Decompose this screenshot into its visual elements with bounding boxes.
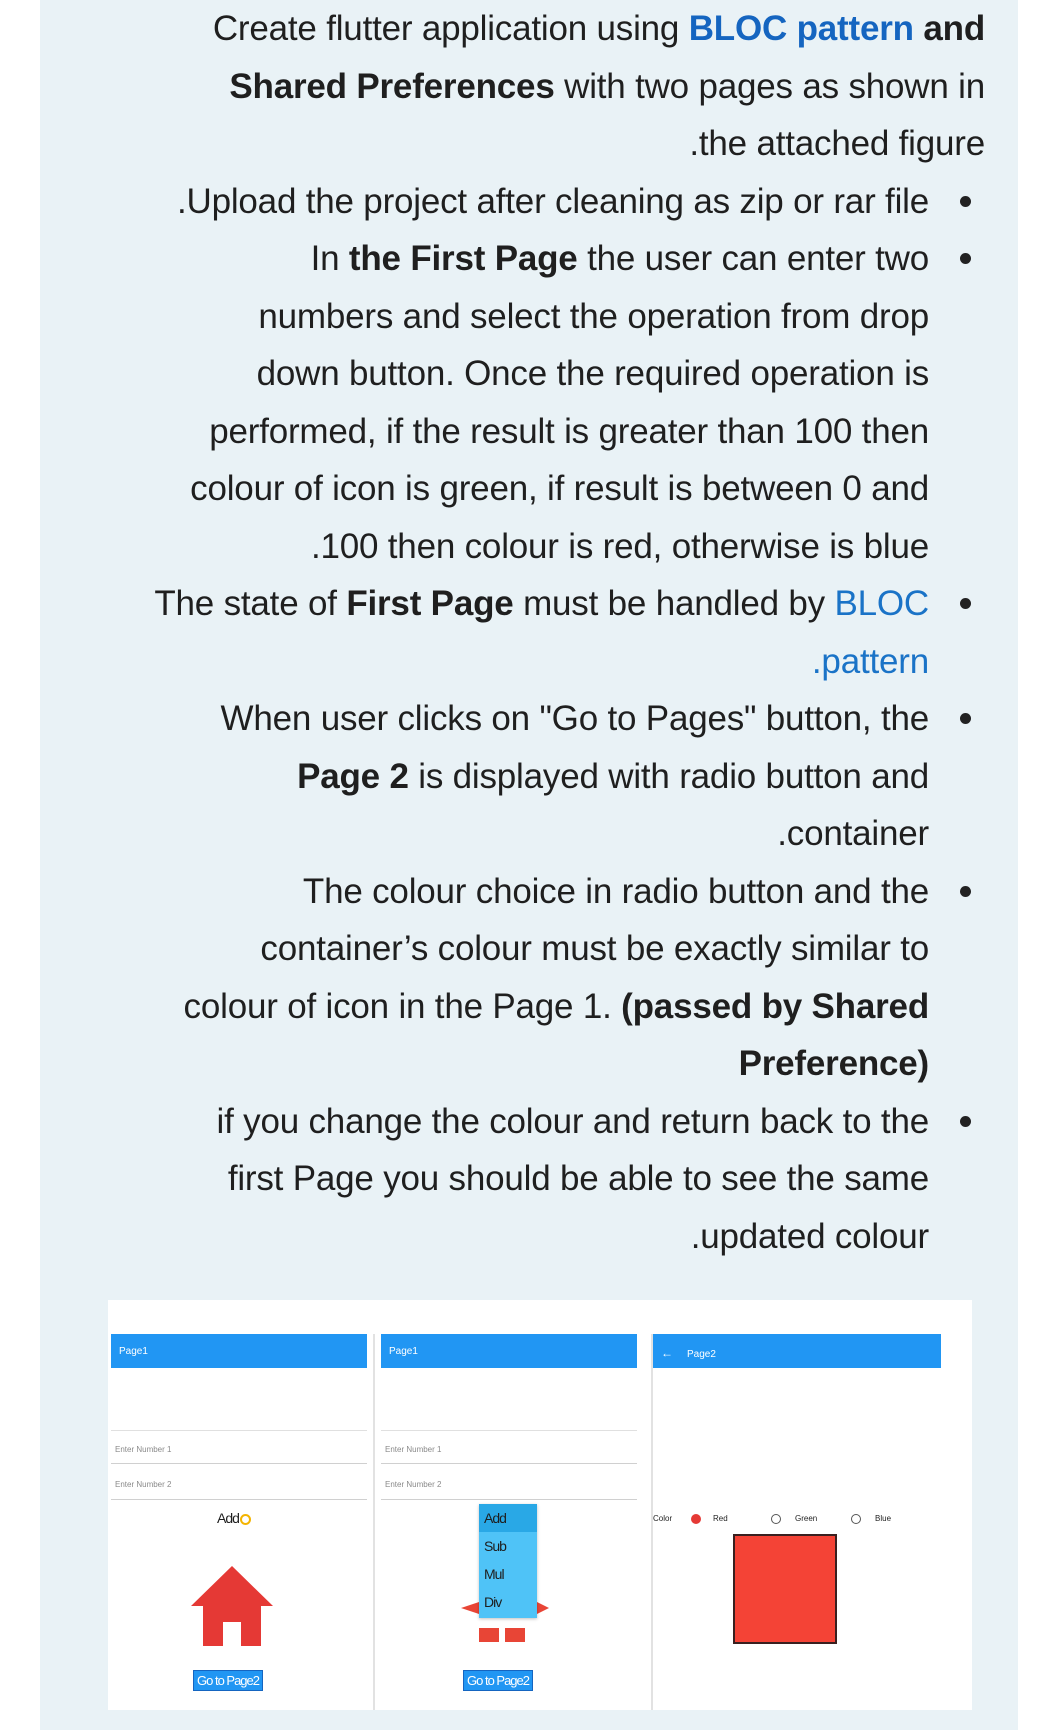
- color-container: [733, 1534, 837, 1644]
- bullet-item: [85, 173, 985, 231]
- bullet-text: .100 then colour is red, otherwise is blue: [310, 526, 929, 566]
- bullet-text: In: [310, 239, 349, 278]
- bullet-text: down button. Once the required operation is: [256, 354, 929, 393]
- bloc-link: .pattern: [811, 641, 929, 681]
- app-bar: [111, 1334, 367, 1368]
- bullet-dot: [960, 598, 971, 609]
- app-bar: [381, 1334, 637, 1368]
- number1-placeholder: Enter Number 1: [115, 1445, 172, 1454]
- bullet-text: performed, if the result is greater than 100 then: [209, 411, 929, 451]
- intro-and: and: [913, 9, 985, 48]
- app-bar-title: Page1: [389, 1346, 418, 1357]
- home-icon-edge: [537, 1602, 549, 1614]
- bullet-item: [85, 1093, 985, 1266]
- bullet-bold-text: Page 2: [297, 756, 409, 796]
- instructions-text: [85, 0, 985, 1265]
- radio-green[interactable]: [771, 1514, 781, 1524]
- bullet-text: must be handled by: [513, 584, 835, 623]
- home-icon: [189, 1564, 275, 1648]
- go-to-page2-label: Go to Page2: [467, 1673, 529, 1688]
- bullet-text: .Upload the project after cleaning as zip or rar file: [176, 181, 929, 221]
- go-to-page2-label: Go to Page2: [197, 1673, 259, 1688]
- bullet-item: [85, 230, 985, 575]
- number1-field[interactable]: [381, 1430, 637, 1464]
- bullet-bold-text: the First Page: [348, 239, 578, 278]
- radio-red[interactable]: [691, 1514, 701, 1524]
- bullet-item: [85, 575, 985, 690]
- bullet-text: container’s colour must be exactly similar to: [260, 929, 929, 968]
- divider: [373, 1334, 375, 1710]
- go-to-page2-button[interactable]: [463, 1670, 533, 1691]
- shared-preferences-text: Shared Preferences: [229, 66, 555, 106]
- home-icon-base: [479, 1628, 531, 1642]
- bullet-text: first Page you should be able to see the same: [227, 1159, 929, 1198]
- bullet-dot: [960, 713, 971, 724]
- bloc-link: BLOC: [834, 584, 929, 623]
- operation-value: Add: [217, 1510, 239, 1526]
- go-to-page2-button[interactable]: [193, 1670, 263, 1691]
- bullet-text: colour of icon in the Page 1.: [183, 986, 622, 1026]
- menu-item-add[interactable]: Add: [479, 1504, 537, 1532]
- number1-placeholder: Enter Number 1: [385, 1445, 442, 1454]
- bullet-dot: [960, 253, 971, 264]
- menu-item-sub[interactable]: Sub: [484, 1538, 506, 1554]
- bloc-pattern-link: BLOC pattern: [688, 9, 914, 48]
- bullet-item: [85, 863, 985, 1093]
- number1-field[interactable]: [111, 1430, 367, 1464]
- radio-red-label: Red: [713, 1514, 728, 1523]
- bullet-text: is displayed with radio button and: [408, 756, 929, 796]
- menu-item-mul[interactable]: Mul: [484, 1566, 504, 1582]
- screen-page2: [651, 1334, 941, 1710]
- intro-text: with two pages as shown in: [554, 66, 985, 106]
- bullet-dot: [960, 886, 971, 897]
- number2-field[interactable]: [111, 1466, 367, 1500]
- radio-group-label: Color: [653, 1514, 673, 1523]
- number2-placeholder: Enter Number 2: [115, 1480, 172, 1489]
- bullet-bold-text: First Page: [346, 584, 514, 623]
- bullet-text: The colour choice in radio button and the: [302, 871, 929, 911]
- app-bar: [653, 1334, 941, 1368]
- app-bar-title: Page2: [687, 1349, 716, 1360]
- number2-field[interactable]: [381, 1466, 637, 1500]
- bullet-dot: [960, 1116, 971, 1127]
- arrow-back-icon[interactable]: ←: [661, 1346, 673, 1360]
- bullet-text: The state of: [154, 584, 347, 623]
- color-radio-group: [653, 1512, 941, 1528]
- bullet-text: When user clicks on "Go to Pages" button, the: [220, 699, 929, 738]
- number2-placeholder: Enter Number 2: [385, 1480, 442, 1489]
- bullet-dot: [960, 196, 971, 207]
- bullet-text: numbers and select the operation from drop: [258, 296, 929, 336]
- operation-menu: [479, 1504, 537, 1618]
- bullet-text: the user can enter two: [577, 239, 929, 278]
- intro-text: .the attached figure: [689, 124, 985, 163]
- bullet-text: if you change the colour and return back to the: [216, 1101, 929, 1141]
- bullet-text: .updated colour: [690, 1216, 929, 1256]
- operation-dropdown[interactable]: [217, 1510, 251, 1526]
- bullet-text: .container: [777, 814, 929, 853]
- intro-paragraph: [85, 0, 985, 173]
- bullet-text: colour of icon is green, if result is between 0 and: [190, 469, 929, 508]
- screen-page1-dropdown-open: [381, 1334, 637, 1710]
- bullet-item: [85, 690, 985, 863]
- menu-item-div[interactable]: Div: [484, 1594, 502, 1610]
- radio-blue[interactable]: [851, 1514, 861, 1524]
- radio-green-label: Green: [795, 1514, 818, 1523]
- screen-page1-default: [111, 1334, 367, 1710]
- bullet-bold-text: (passed by Shared: [621, 986, 929, 1026]
- bullet-bold-text: Preference): [738, 1044, 929, 1083]
- radio-blue-label: Blue: [875, 1514, 892, 1523]
- attached-figure: [108, 1300, 972, 1710]
- home-icon-edge: [461, 1602, 479, 1614]
- app-bar-title: Page1: [119, 1346, 148, 1357]
- dropdown-indicator-icon: [240, 1514, 251, 1525]
- intro-text: Create flutter application using: [212, 9, 689, 48]
